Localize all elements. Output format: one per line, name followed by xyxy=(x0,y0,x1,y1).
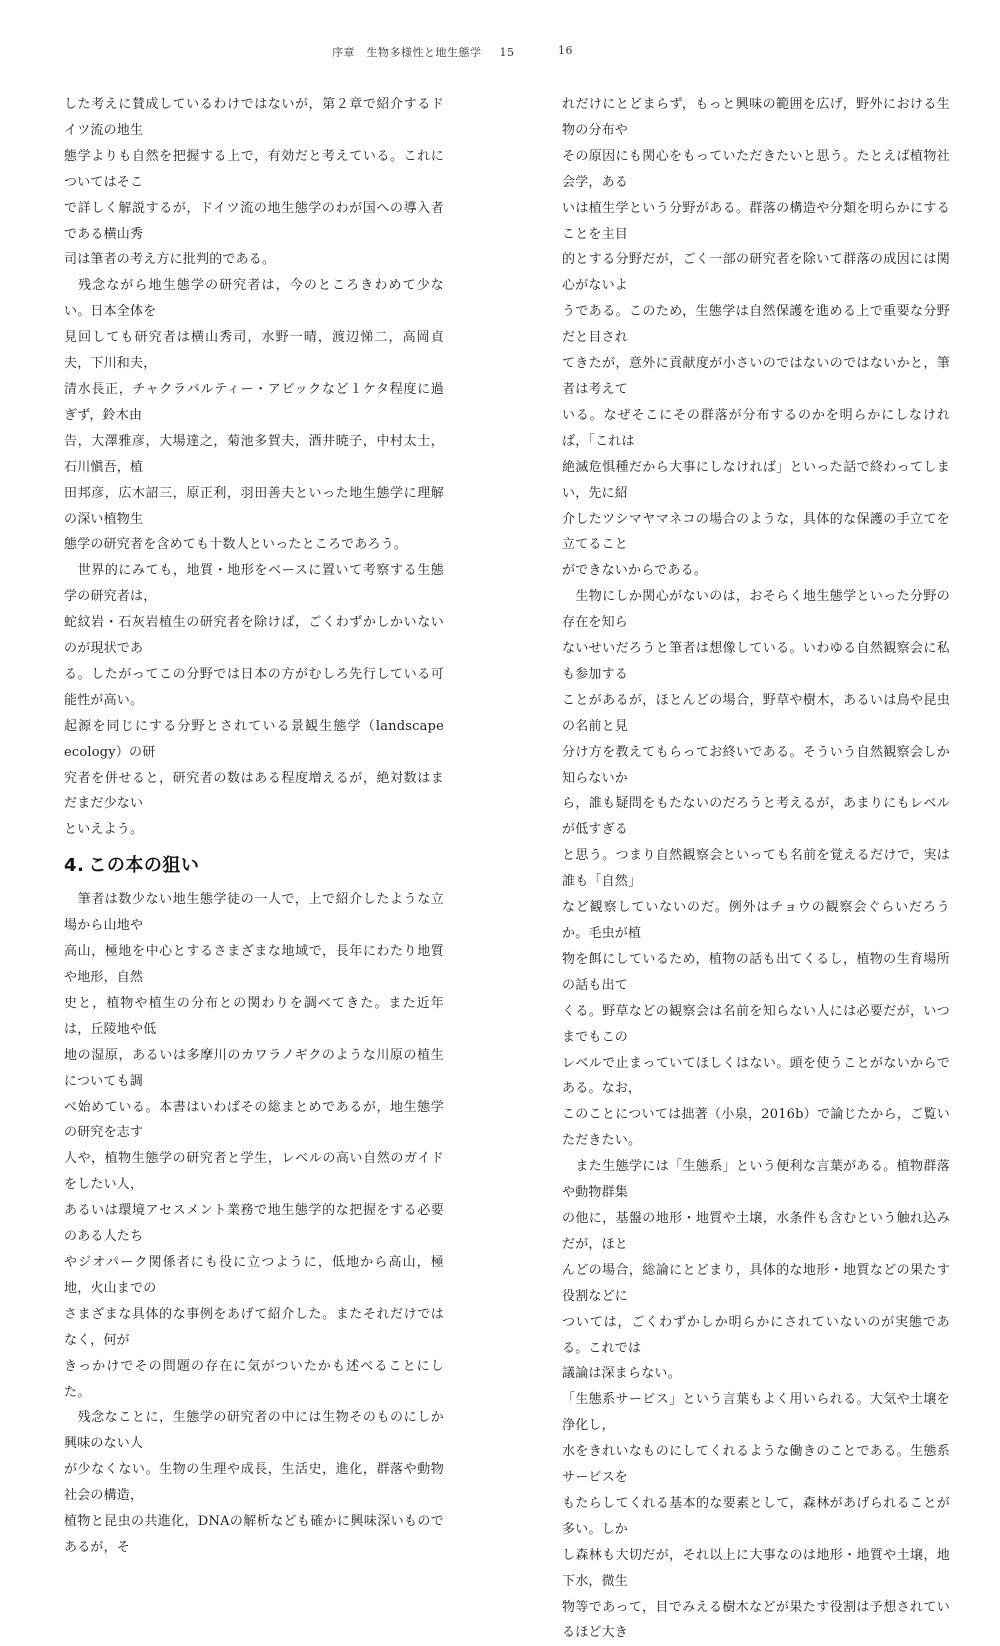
paragraph: した考えに賛成しているわけではないが，第２章で紹介するドイツ流の地生 態学よりも自然を把握する上で，有効だと考えている。これについてはそこ で詳しく解説するが，ドイツ流の地生態学のわが国への導入者である横山秀 司は筆者の考え方に批判的である。 xyxy=(64,97,444,268)
right-page-body xyxy=(562,92,950,1646)
running-head-right xyxy=(558,44,573,57)
paragraph: 残念なことに，生態学の研究者の中には生物そのものにしか興味のない人 が少なくない。生物の生理や成長，生活史，進化，群落や動物社会の構造， 植物と昆虫の共進化，DNAの解析なども確かに興味深いものであるが，そ xyxy=(64,1410,444,1555)
page-number-right: 16 xyxy=(558,44,573,57)
right-page xyxy=(500,0,1000,1641)
left-page-body xyxy=(64,92,444,1561)
left-page xyxy=(0,0,515,1555)
chapter-title: 序章 生物多様性と地生態学 xyxy=(332,46,482,59)
paragraph: 「生態系サービス」という言葉もよく用いられる。大気や土壌を浄化し， 水をきれいなものにしてくれるような働きのことである。生態系サービスを もたらしてくれる基本的な要素として，森林があげられることが多い。しか し森林も大切だが，それ以上に大事なのは地形・地質や土壌，地下水，微生 物等であって，目でみえる樹木などが果たす役割は予想されているほど大き xyxy=(562,1392,950,1641)
paragraph: 残念ながら地生態学の研究者は，今のところきわめて少ない。日本全体を 見回しても研究者は横山秀司，水野一晴，渡辺悌二，高岡貞夫，下川和夫， 清水長正，チャクラバルティー・アビックなど１ケタ程度に過ぎず，鈴木由 告，大澤雅彦，大場達之，菊池多賀夫，酒井暁子，中村太士，石川愼吾，植 田邦彦，広木詔三，原正利，羽田善夫といった地生態学に理解の深い植物生 態学の研究者を含めても十数人といったところであろう。 xyxy=(64,278,444,553)
paragraph: また生態学には「生態系」という便利な言葉がある。植物群落や動物群集 の他に，基盤の地形・地質や土壌，水条件も含むという触れ込みだが，ほと んどの場合，総論にとどまり，具体的な地形・地質などの果たす役割などに ついては，ごくわずかしか明らかにされていないのが実態である。これでは 議論は深まらない。 xyxy=(562,1159,950,1382)
paragraph: 生物にしか関心がないのは，おそらく地生態学といった分野の存在を知ら ないせいだろうと筆者は想像している。いわゆる自然観察会に私も参加する ことがあるが，ほとんどの場合，野草や樹木，あるいは鳥や昆虫の名前と見 分け方を教えてもらってお終いである。そういう自然観察会しか知らないか ら，誰も疑問をもたないのだろうと考えるが，あまりにもレベルが低すぎる と思う。つまり自然観察会といっても名前を覚えるだけで，実は誰も「自然」 など観察していないのだ。例外はチョウの観察会ぐらいだろうか。毛虫が植 物を餌にしているため，植物の話も出てくるし，植物の生育場所の話も出て くる。野草などの観察会は名前を知らない人には必要だが，いつまでもこの レベルで止まっていてほしくはない。頭を使うことがないからである。なお， このことについては拙著（小泉，2016b）で論じたから，ご覧いただきたい。 xyxy=(562,589,950,1149)
running-head xyxy=(332,44,515,60)
section-number: 4. xyxy=(64,855,85,877)
paragraph: 筆者は数少ない地生態学徒の一人で，上で紹介したような立場から山地や 高山，極地を中心とするさまざまな地域で，長年にわたり地質や地形，自然 史と，植物や植生の分布との関わりを調べてきた。また近年は，丘陵地や低 地の湿原，あるいは多摩川のカワラノギクのような川原の植生についても調 べ始めている。本書はいわばその総まとめであるが，地生態学の研究を志す 人や，植物生態学の研究者と学生，レベルの高い自然のガイドをしたい人， あるいは環境アセスメント業務で地生態学的な把握をする必要のある人たち やジオパーク関係者にも役に立つように，低地から高山，極地，火山までの さまざまな具体的な事例をあげて紹介した。またそれだけではなく，何が きっかけでその問題の存在に気がついたかも述べることにした。 xyxy=(64,892,444,1400)
paragraph: 世界的にみても，地質・地形をベースに置いて考察する生態学の研究者は， 蛇紋岩・石灰岩植生の研究者を除けば，ごくわずかしかいないのが現状であ る。したがってこの分野では日本の方がむしろ先行している可能性が高い。 起源を同じにする分野とされている景観生態学（landscape ecology）の研 究者を併せると，研究者の数はある程度増えるが，絶対数はまだまだ少ない といえよう。 xyxy=(64,563,444,838)
page-number-left: 15 xyxy=(499,46,515,59)
paragraph: れだけにとどまらず，もっと興味の範囲を広げ，野外における生物の分布や その原因にも関心をもっていただきたいと思う。たとえば植物社会学，ある いは植生学という分野がある。群落の構造や分類を明らかにすることを主目 的とする分野だが，ごく一部の研究者を除いて群落の成因には関心がないよ うである。このため，生態学は自然保護を進める上で重要な分野だと目され てきたが，意外に貢献度が小さいのではないのではないかと，筆者は考えて いる。なぜそこにその群落が分布するのかを明らかにしなければ，「これは 絶滅危惧種だから大事にしなければ」といった話で終わってしまい，先に紹 介したツシマヤマネコの場合のような，具体的な保護の手立てを立てること ができないからである。 xyxy=(562,97,950,579)
section-title: この本の狙い xyxy=(88,855,200,877)
section-heading xyxy=(64,853,444,879)
